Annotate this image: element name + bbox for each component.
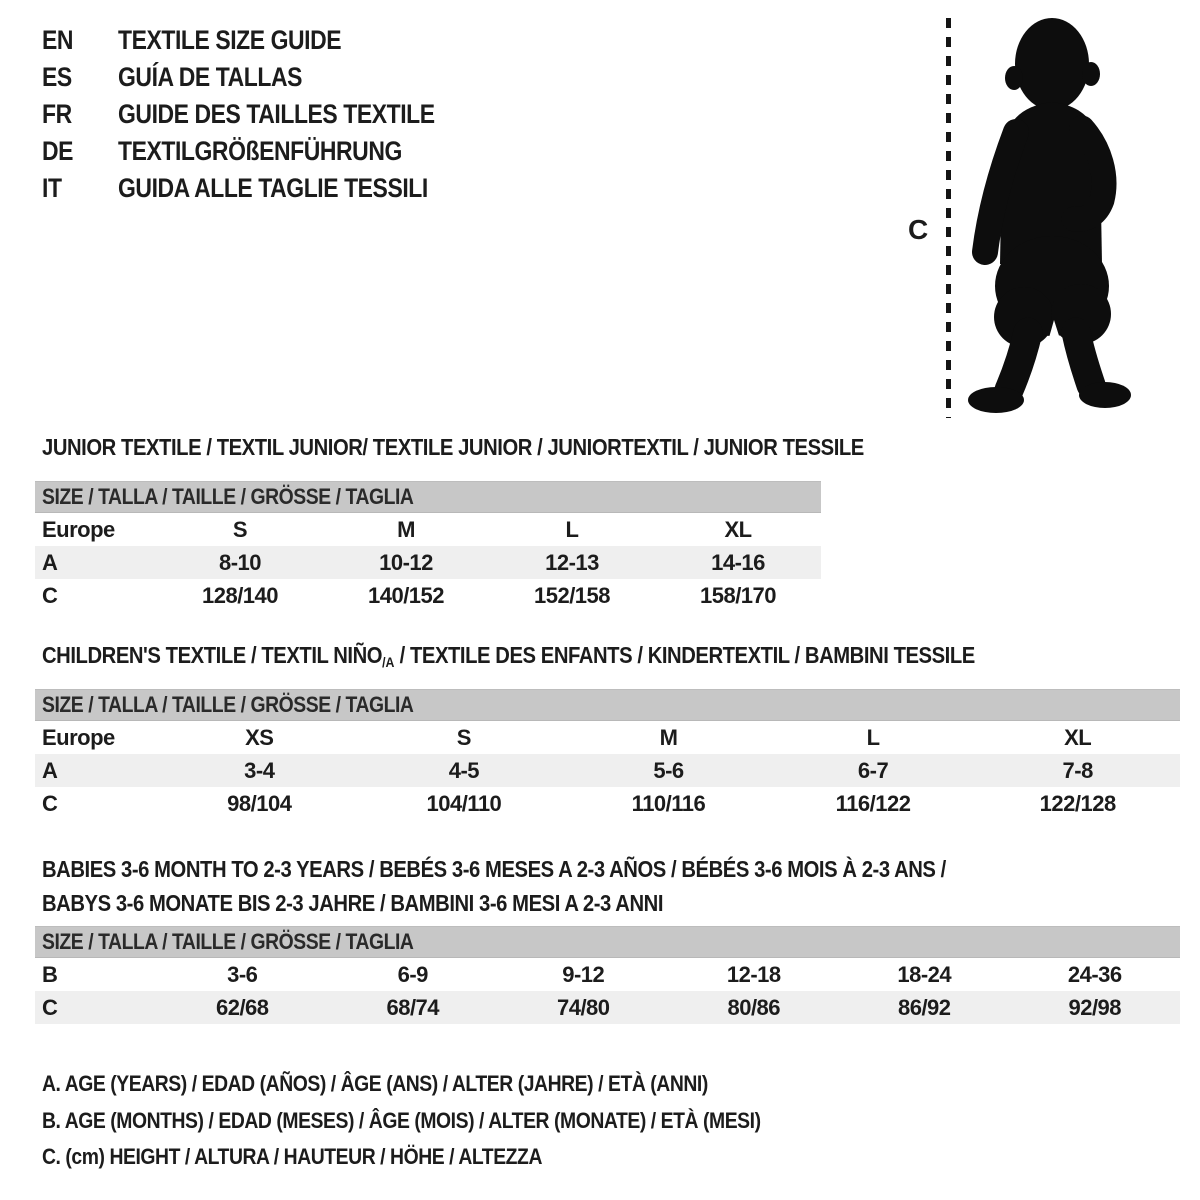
- size-value-cell: 116/122: [835, 790, 911, 816]
- table-body: [35, 721, 1180, 820]
- language-row: [42, 59, 491, 96]
- size-value-cell: 10-12: [379, 549, 433, 575]
- legend-note-b: [42, 1103, 859, 1140]
- language-code: ES: [42, 62, 72, 92]
- size-value-cell: 6-7: [857, 757, 889, 783]
- row-label: B: [42, 961, 58, 987]
- size-value-cell: 158/170: [699, 582, 777, 608]
- babies-title-line2: BABYS 3-6 MONATE BIS 2-3 JAHRE / BAMBINI 3-6 MESI A 2-3 ANNI: [42, 889, 664, 916]
- babies-title-line1: BABIES 3-6 MONTH TO 2-3 YEARS / BEBÉS 3-6 MESES A 2-3 AÑOS / BÉBÉS 3-6 MOIS À 2-3 ANS /: [42, 856, 946, 882]
- height-figure: [900, 10, 1160, 430]
- size-value-cell: 3-6: [227, 961, 258, 987]
- row-label: A: [42, 757, 58, 783]
- table-header-text: SIZE / TALLA / TAILLE / GRÖSSE / TAGLIA: [42, 929, 414, 954]
- table-body: [35, 513, 821, 612]
- guide-title: GUÍA DE TALLAS: [118, 62, 303, 92]
- row-label: C: [42, 994, 58, 1020]
- legend-note-a: [42, 1066, 859, 1103]
- size-value-cell: 4-5: [448, 757, 480, 783]
- language-code: IT: [42, 173, 62, 203]
- size-value-cell: M: [659, 724, 678, 750]
- row-label: C: [42, 790, 58, 816]
- size-value-cell: 104/110: [426, 790, 502, 816]
- size-value-cell: 86/92: [897, 994, 951, 1020]
- legend-note-c: [42, 1139, 859, 1176]
- children-size-table: [35, 689, 1180, 820]
- children-title-subscript: /A: [382, 654, 395, 670]
- height-measure-line: [946, 18, 951, 418]
- size-value-cell: 9-12: [562, 961, 605, 987]
- size-value-cell: 14-16: [711, 549, 765, 575]
- table-header-text: SIZE / TALLA / TAILLE / GRÖSSE / TAGLIA: [42, 692, 414, 717]
- language-code: EN: [42, 25, 74, 55]
- guide-title: TEXTILE SIZE GUIDE: [118, 25, 342, 55]
- size-value-cell: 110/116: [631, 790, 706, 816]
- size-value-cell: 80/86: [727, 994, 781, 1020]
- junior-size-table: [35, 481, 821, 612]
- table-header-bar: [35, 926, 1180, 958]
- size-value-cell: 152/158: [533, 582, 611, 608]
- size-value-cell: 7-8: [1062, 757, 1093, 783]
- size-value-cell: 18-24: [897, 961, 952, 987]
- table-row: [35, 754, 1180, 787]
- size-value-cell: S: [456, 724, 471, 750]
- size-value-cell: M: [397, 516, 415, 542]
- table-body: [35, 958, 1180, 1024]
- guide-title: GUIDE DES TAILLES TEXTILE: [118, 99, 435, 129]
- language-row: [42, 96, 491, 133]
- children-title-suffix: / TEXTILE DES ENFANTS / KINDERTEXTIL / BAMBINI TESSILE: [394, 642, 975, 668]
- size-value-cell: 68/74: [386, 994, 440, 1020]
- size-value-cell: 92/98: [1068, 994, 1122, 1020]
- size-value-cell: XL: [724, 516, 752, 542]
- table-header-bar: [35, 481, 821, 513]
- babies-section-title: [42, 853, 1069, 920]
- language-code: DE: [42, 136, 74, 166]
- guide-title: TEXTILGRÖßENFÜHRUNG: [118, 136, 402, 166]
- legend-note-c-text: C. (cm) HEIGHT / ALTURA / HAUTEUR / HÖHE / ALTEZZA: [42, 1144, 542, 1170]
- junior-section-title-text: JUNIOR TEXTILE / TEXTIL JUNIOR/ TEXTILE JUNIOR / JUNIORTEXTIL / JUNIOR TESSILE: [42, 434, 864, 460]
- language-row: [42, 170, 491, 207]
- height-measure-label: C: [908, 214, 929, 245]
- legend-note-a-text: A. AGE (YEARS) / EDAD (AÑOS) / ÂGE (ANS) / ALTER (JAHRE) / ETÀ (ANNI): [42, 1071, 708, 1097]
- size-value-cell: 5-6: [653, 757, 684, 783]
- language-code: FR: [42, 99, 72, 129]
- children-section-title: [42, 642, 1102, 670]
- children-section-title-text: [42, 642, 975, 670]
- size-value-cell: 62/68: [215, 994, 269, 1020]
- legend-note-b-text: B. AGE (MONTHS) / EDAD (MESES) / ÂGE (MOIS) / ALTER (MONATE) / ETÀ (MESI): [42, 1107, 761, 1133]
- size-value-cell: 8-10: [218, 549, 262, 575]
- children-title-prefix: CHILDREN'S TEXTILE / TEXTIL NIÑO: [42, 642, 383, 668]
- size-value-cell: 128/140: [201, 582, 279, 608]
- size-value-cell: 12-18: [726, 961, 781, 987]
- table-row: [35, 513, 821, 546]
- size-value-cell: L: [866, 724, 880, 750]
- language-row: [42, 133, 491, 170]
- size-value-cell: 140/152: [367, 582, 445, 608]
- row-label: Europe: [42, 724, 115, 750]
- table-header-text: SIZE / TALLA / TAILLE / GRÖSSE / TAGLIA: [42, 484, 414, 509]
- guide-title: GUIDA ALLE TAGLIE TESSILI: [118, 173, 428, 203]
- size-value-cell: 12-13: [545, 549, 599, 575]
- table-row: [35, 991, 1180, 1024]
- row-label: C: [42, 582, 58, 608]
- size-value-cell: XL: [1064, 724, 1092, 750]
- size-value-cell: 74/80: [556, 994, 610, 1020]
- table-row: [35, 721, 1180, 754]
- row-label: A: [42, 549, 58, 575]
- baby-silhouette-icon: [964, 14, 1144, 419]
- size-value-cell: L: [565, 516, 579, 542]
- table-row: [35, 546, 821, 579]
- size-value-cell: 6-9: [397, 961, 428, 987]
- size-value-cell: 24-36: [1067, 961, 1122, 987]
- table-row: [35, 958, 1180, 991]
- babies-size-table: [35, 926, 1180, 1024]
- language-row: [42, 22, 491, 59]
- size-value-cell: XS: [245, 724, 274, 750]
- language-title-list: [42, 22, 491, 207]
- junior-section-title: [42, 434, 976, 461]
- table-row: [35, 579, 821, 612]
- legend-notes: [42, 1066, 859, 1176]
- size-value-cell: 3-4: [244, 757, 275, 783]
- size-value-cell: 122/128: [1039, 790, 1116, 816]
- table-header-bar: [35, 689, 1180, 721]
- table-row: [35, 787, 1180, 820]
- size-value-cell: S: [232, 516, 248, 542]
- row-label: Europe: [42, 516, 115, 542]
- size-value-cell: 98/104: [227, 790, 292, 816]
